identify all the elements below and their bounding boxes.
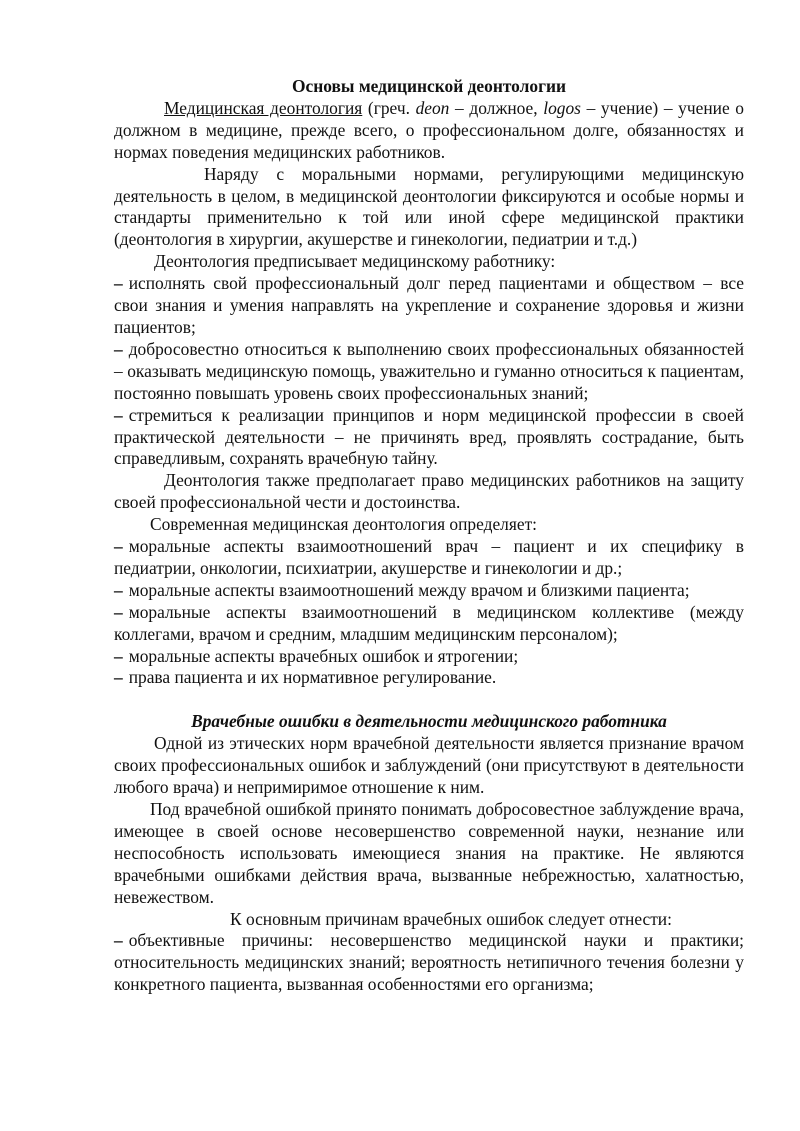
intro-term: Медицинская деонтология bbox=[164, 97, 363, 118]
paragraph-right-to-protection: Деонтология также предполагает право медицинских работников на защиту своей профессиональной чести и достоинства. bbox=[114, 470, 744, 513]
list-item-text: права пациента и их нормативное регулирование. bbox=[128, 667, 497, 688]
list-item bbox=[114, 602, 744, 646]
paragraph-ethical-norms: Одной из этических норм врачебной деятельности является признание врачом своих профессиональных ошибок и заблуждений (они присутствуют в деятельности любого врача) и непримиримое отношение к ним. bbox=[114, 733, 744, 798]
list-item-text: моральные аспекты взаимоотношений между врачом и близкими пациента; bbox=[128, 579, 690, 600]
section-title: Врачебные ошибки в деятельности медицинского работника bbox=[191, 711, 667, 732]
list-item bbox=[114, 667, 744, 689]
list-item bbox=[114, 339, 744, 405]
list-item-text: моральные аспекты врачебных ошибок и ятрогении; bbox=[128, 645, 519, 666]
dash-marker: – bbox=[114, 404, 123, 425]
intro-part1: (греч. bbox=[362, 97, 416, 118]
intro-logos: logos bbox=[543, 97, 581, 118]
dash-marker: – bbox=[114, 579, 123, 600]
intro-deon: deon bbox=[415, 97, 450, 118]
list-item bbox=[114, 930, 744, 996]
list-item-text: моральные аспекты взаимоотношений в медицинском коллективе (между коллегами, врачом и средним, младшим медицинским персоналом); bbox=[114, 601, 744, 644]
list-item bbox=[114, 273, 744, 339]
dash-marker: – bbox=[114, 667, 123, 688]
dash-marker: – bbox=[114, 273, 123, 294]
dash-marker: – bbox=[114, 536, 123, 557]
list-item bbox=[114, 405, 744, 471]
paragraph-medical-error-definition: Под врачебной ошибкой принято понимать добросовестное заблуждение врача, имеющее в своей основе несовершенство современной науки, незнание или неспособность использовать имеющиеся знания на практике. Не являются врачебными ошибками действия врача, вызванные небрежностью, халатностью, невежеством. bbox=[114, 799, 744, 907]
document-title: Основы медицинской деонтологии bbox=[291, 76, 567, 96]
list-item-text: стремиться к реализации принципов и норм медицинской профессии в своей практической деятельности – не причинять вред, проявлять сострадание, быть справедливым, сохранять врачебную тайну. bbox=[114, 404, 744, 469]
causes-list bbox=[114, 930, 744, 996]
dash-marker: – bbox=[114, 930, 123, 951]
duties-list bbox=[114, 273, 744, 470]
list-item bbox=[114, 536, 744, 580]
list-item-text: объективные причины: несовершенство медицинской науки и практики; относительность медицинских знаний; вероятность нетипичного течения болезни у конкретного пациента, вызванная особенностями его организма; bbox=[114, 930, 744, 995]
aspects-list bbox=[114, 536, 744, 689]
dash-marker: – bbox=[114, 601, 123, 622]
list-item-text: моральные аспекты взаимоотношений врач – пациент и их специфику в педиатрии, онкологии, психиатрии, акушерстве и гинекологии и др.; bbox=[114, 536, 744, 578]
intro-part2: – должное, bbox=[449, 97, 544, 118]
list-item-text: исполнять свой профессиональный долг перед пациентами и обществом – все свои знания и умения направлять на укрепление и сохранение здоровья и жизни пациентов; bbox=[114, 273, 744, 337]
paragraph-modern-deontology: Современная медицинская деонтология определяет: bbox=[150, 514, 538, 535]
list-item bbox=[114, 580, 744, 602]
intro-paragraph bbox=[114, 98, 744, 164]
document-page bbox=[114, 76, 744, 996]
dash-marker: – bbox=[114, 645, 123, 666]
paragraph-error-causes: К основным причинам врачебных ошибок следует отнести: bbox=[230, 908, 672, 929]
dash-marker: – bbox=[114, 338, 123, 359]
list-item bbox=[114, 646, 744, 668]
list-item-text: добросовестно относиться к выполнению своих профессиональных обязанностей – оказывать медицинскую помощь, уважительно и гуманно относиться к пациентам, постоянно повышать уровень своих профессиональных знаний; bbox=[114, 338, 744, 403]
paragraph-moral-norms: Наряду с моральными нормами, регулирующими медицинскую деятельность в целом, в медицинской деонтологии фиксируются и особые нормы и стандарты применительно к той или иной сфере медицинской практики (деонтология в хирургии, акушерстве и гинекологии, педиатрии и т.д.) bbox=[114, 163, 744, 250]
intro-part3: – учение) – учение о должном в медицине, прежде всего, о профессиональном долге, обязанностях и нормах поведения медицинских работников. bbox=[114, 97, 744, 162]
paragraph-deontology-prescribes: Деонтология предписывает медицинскому работнику: bbox=[154, 251, 556, 272]
